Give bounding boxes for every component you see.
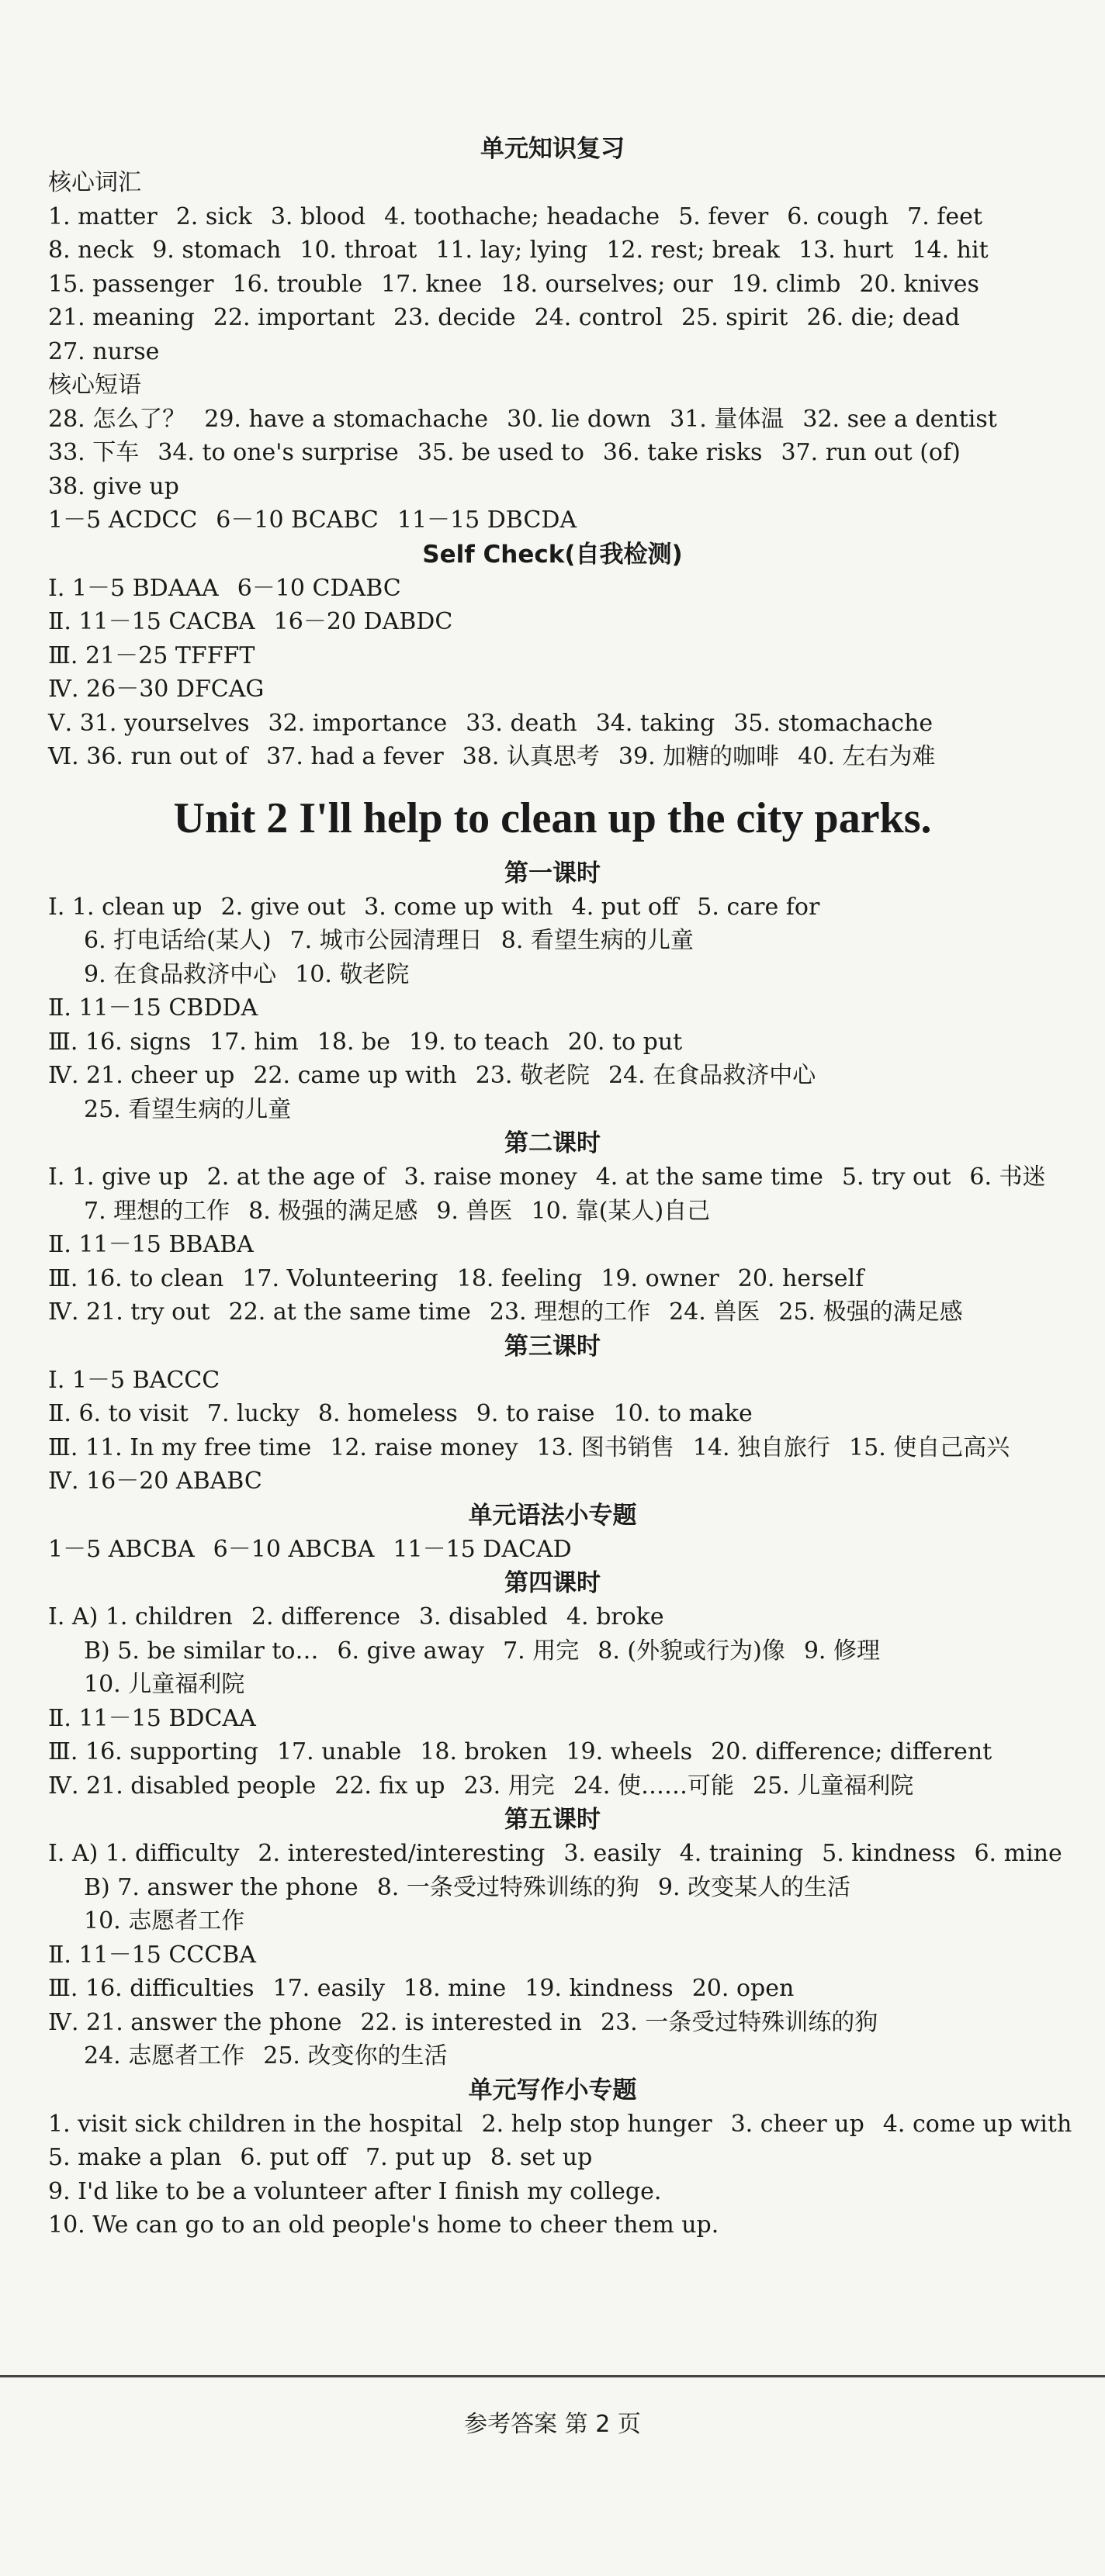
answer-item: 18. mine [403, 1975, 507, 2002]
unit1-review-title: 单元知识复习 [480, 135, 625, 163]
answer-item: 21. meaning [48, 304, 195, 331]
answer-item: Ⅲ. 16. signs [48, 1028, 192, 1056]
answer-line [0, 1769, 1105, 1803]
answer-item: 3. raise money [404, 1164, 577, 1191]
answer-item: 12. rest; break [606, 237, 781, 264]
answer-item: 32. importance [268, 709, 448, 737]
answer-item: 7. 用完 [503, 1637, 580, 1665]
vocab-answers [0, 200, 1105, 369]
answer-item: Ⅳ. 21. cheer up [48, 1062, 235, 1089]
answer-item: 6. 书迷 [969, 1164, 1046, 1191]
answer-line [0, 890, 1105, 925]
answer-item: 35. be used to [417, 439, 584, 466]
answer-line [0, 1464, 1105, 1499]
answer-item: 25. 看望生病的儿童 [84, 1095, 292, 1123]
answer-item: 37. run out (of) [781, 439, 961, 466]
answer-item: Ⅳ. 21. answer the phone [48, 2008, 342, 2036]
answer-line [0, 503, 1105, 538]
answer-item: 18. ourselves; our [501, 270, 713, 298]
answer-item: 25. 极强的满足感 [778, 1298, 963, 1326]
answer-item: 7. 理想的工作 [84, 1197, 230, 1225]
answer-item: 2. difference [251, 1603, 400, 1630]
answer-item: 2. give out [220, 893, 346, 921]
phrase-heading: 核心短语 [48, 372, 141, 399]
answer-item: 10. We can go to an old people's home to cheer them up. [48, 2211, 719, 2239]
answer-item: 9. stomach [152, 237, 282, 264]
answer-item: 3. easily [563, 1840, 661, 1867]
answer-item: 9. 修理 [803, 1637, 880, 1665]
answer-item: 8. set up [490, 2144, 593, 2171]
answer-item: 20. herself [737, 1264, 864, 1292]
answer-item: Ⅰ. 1－5 BACCC [48, 1366, 220, 1394]
answer-item: Ⅲ. 16. supporting [48, 1738, 258, 1765]
answer-line [0, 1904, 1105, 1938]
answer-item: 6. give away [337, 1637, 485, 1665]
answer-line [0, 1702, 1105, 1736]
answer-item: Ⅰ. A) 1. difficulty [48, 1840, 240, 1867]
answer-line [0, 2175, 1105, 2209]
answer-item: 4. toothache; headache [384, 202, 660, 230]
answer-item: Ⅴ. 31. yourselves [48, 709, 250, 737]
answer-item: 6－10 BCABC [216, 507, 379, 534]
answer-item: 3. cheer up [730, 2110, 864, 2138]
answer-item: 40. 左右为难 [798, 743, 936, 770]
answer-line [0, 1533, 1105, 1567]
answer-item: 7. feet [907, 202, 982, 230]
answer-item: 5. try out [841, 1164, 951, 1191]
answer-item: 34. taking [595, 709, 715, 737]
answer-line [0, 1600, 1105, 1634]
answer-item: 34. to one's surprise [158, 439, 399, 466]
answer-line [0, 1093, 1105, 1127]
answer-line [0, 958, 1105, 992]
answer-line [0, 1837, 1105, 1871]
answer-item: 19. owner [601, 1264, 719, 1292]
answer-item: 24. 在食品救济中心 [608, 1062, 816, 1089]
self-check-title: Self Check(自我检测) [422, 540, 683, 569]
answer-item: 12. raise money [330, 1433, 518, 1461]
answer-item: 10. 儿童福利院 [84, 1671, 245, 1698]
answer-item: 3. blood [270, 202, 366, 230]
answer-item: Ⅱ. 6. to visit [48, 1400, 189, 1427]
answer-line [0, 200, 1105, 234]
answer-item: 1－5 ACDCC [48, 507, 198, 534]
answer-line [0, 639, 1105, 673]
answer-item: 17. unable [276, 1738, 402, 1765]
answer-item: Ⅳ. 21. disabled people [48, 1772, 317, 1800]
answer-item: 19. wheels [566, 1738, 693, 1765]
answer-line [0, 1972, 1105, 2006]
answer-item: B) 7. answer the phone [84, 1873, 359, 1901]
unit2-title: Unit 2 I'll help to clean up the city parks. [173, 794, 932, 842]
page-footer: 参考答案 第 2 页 [464, 2411, 641, 2438]
answer-item: 11. lay; lying [435, 237, 588, 264]
answer-item: Ⅱ. 11－15 BDCAA [48, 1704, 256, 1732]
answer-item: 24. 志愿者工作 [84, 2042, 245, 2069]
answer-item: 20. open [691, 1975, 795, 2002]
answer-line [0, 233, 1105, 268]
answer-item: 1. matter [48, 202, 158, 230]
answer-item: 6－10 CDABC [237, 574, 401, 602]
answer-item: 20. to put [567, 1028, 683, 1056]
answer-item: 23. 理想的工作 [489, 1298, 651, 1326]
answer-item: 18. feeling [456, 1264, 583, 1292]
answer-item: Ⅳ. 26－30 DFCAG [48, 676, 265, 703]
answer-line [0, 2006, 1105, 2040]
answer-line [0, 2141, 1105, 2175]
answer-line [0, 470, 1105, 504]
answer-line [0, 1431, 1105, 1465]
answer-item: 6. mine [974, 1840, 1062, 1867]
section-title: 第三课时 [504, 1332, 601, 1361]
answer-line [0, 1059, 1105, 1093]
answer-item: 35. stomachache [733, 709, 934, 737]
section-title: 第五课时 [504, 1806, 601, 1834]
answer-item: 6－10 ABCBA [213, 1535, 375, 1563]
answer-item: 9. 在食品救济中心 [84, 960, 277, 988]
answer-item: 17. easily [272, 1975, 385, 2002]
answer-line [0, 403, 1105, 437]
answer-item: 2. sick [175, 202, 252, 230]
answer-item: 38. 认真思考 [462, 743, 600, 770]
answer-item: Ⅰ. 1. clean up [48, 893, 203, 921]
answer-item: 4. training [679, 1840, 804, 1867]
answer-line [0, 740, 1105, 774]
answer-item: 16. trouble [232, 270, 363, 298]
answer-item: 10. 靠(某人)自己 [531, 1197, 711, 1225]
answer-item: 22. is interested in [360, 2008, 582, 2036]
answer-line [0, 572, 1105, 606]
unit2-sections [0, 856, 1105, 2242]
answer-line [0, 707, 1105, 741]
answer-item: 9. 改变某人的生活 [657, 1873, 851, 1901]
answer-item: 25. 儿童福利院 [752, 1772, 914, 1800]
answer-item: 14. 独自旅行 [692, 1433, 831, 1461]
answer-item: Ⅲ. 21－25 TFFFT [48, 641, 255, 669]
answer-item: 23. decide [393, 304, 516, 331]
answer-line [0, 335, 1105, 369]
answer-item: 3. disabled [418, 1603, 548, 1630]
section-title: 第二课时 [504, 1129, 601, 1157]
answer-item: 22. at the same time [228, 1298, 471, 1326]
answer-item: 13. 图书销售 [536, 1433, 674, 1461]
answer-item: 29. have a stomachache [204, 405, 489, 433]
answer-item: 5. fever [678, 202, 769, 230]
answer-item: 8. 看望生病的儿童 [501, 927, 694, 954]
answer-item: Ⅳ. 16－20 ABABC [48, 1468, 262, 1495]
answer-item: Ⅰ. A) 1. children [48, 1603, 233, 1630]
answer-line [0, 2107, 1105, 2142]
answer-item: 31. 量体温 [670, 405, 785, 433]
answer-item: 24. 兽医 [669, 1298, 760, 1326]
answer-item: 19. climb [731, 270, 841, 298]
answer-line [0, 1025, 1105, 1060]
answer-item: 17. Volunteering [242, 1264, 438, 1292]
section-title: 第四课时 [504, 1569, 601, 1597]
answer-item: 13. hurt [798, 237, 894, 264]
answer-line [0, 673, 1105, 707]
answer-item: 22. came up with [253, 1062, 457, 1089]
answer-line [0, 268, 1105, 302]
section-title: 单元语法小专题 [468, 1501, 637, 1530]
answer-line [0, 1160, 1105, 1195]
answer-item: 9. 兽医 [436, 1197, 513, 1225]
footer-divider [0, 2375, 1105, 2377]
answer-line [0, 436, 1105, 470]
answer-item: 14. hit [912, 237, 989, 264]
answer-item: Ⅱ. 11－15 CBDDA [48, 994, 258, 1022]
answer-line [0, 1195, 1105, 1229]
answer-line [0, 991, 1105, 1025]
answer-line [0, 2208, 1105, 2242]
answer-item: 27. nurse [48, 337, 160, 365]
answer-item: 25. spirit [681, 304, 788, 331]
answer-item: 30. lie down [507, 405, 652, 433]
answer-item: 4. broke [566, 1603, 664, 1630]
answer-item: Ⅰ. 1. give up [48, 1164, 189, 1191]
answer-item: 1. visit sick children in the hospital [48, 2110, 463, 2138]
section-title: 单元写作小专题 [468, 2076, 637, 2104]
answer-line [0, 1634, 1105, 1668]
answer-line [0, 2039, 1105, 2073]
answer-item: 8. homeless [317, 1400, 458, 1427]
answer-item: Ⅵ. 36. run out of [48, 743, 248, 770]
answer-item: 32. see a dentist [802, 405, 997, 433]
answer-item: 38. give up [48, 472, 179, 500]
answer-item: 8. 极强的满足感 [248, 1197, 418, 1225]
answer-item: 19. kindness [525, 1975, 674, 2002]
answer-item: 2. help stop hunger [481, 2110, 712, 2138]
answer-item: 10. to make [613, 1400, 753, 1427]
answer-item: 9. I'd like to be a volunteer after I finish my college. [48, 2177, 662, 2205]
answer-item: 25. 改变你的生活 [263, 2042, 448, 2069]
answer-item: 5. kindness [822, 1840, 956, 1867]
answer-item: 23. 一条受过特殊训练的狗 [601, 2008, 878, 2036]
answer-item: 37. had a fever [266, 743, 444, 770]
answer-item: 5. make a plan [48, 2144, 222, 2171]
page-content [0, 124, 1105, 2242]
answer-item: 17. knee [381, 270, 483, 298]
answer-item: 1－5 ABCBA [48, 1535, 195, 1563]
answer-item: 18. be [317, 1028, 390, 1056]
answer-item: 28. 怎么了？ [48, 405, 186, 433]
answer-item: 33. 下车 [48, 439, 140, 466]
answer-item: 4. put off [571, 893, 679, 921]
answer-item: 39. 加糖的咖啡 [618, 743, 780, 770]
answer-item: 24. 使……可能 [573, 1772, 734, 1800]
answer-item: Ⅱ. 11－15 CCCBA [48, 1941, 256, 1969]
answer-item: 7. lucky [206, 1400, 300, 1427]
vocab-heading: 核心词汇 [48, 169, 141, 196]
answer-line [0, 1938, 1105, 1973]
answer-item: 17. him [210, 1028, 299, 1056]
section-title: 第一课时 [504, 859, 601, 887]
answer-item: 11－15 DBCDA [397, 507, 577, 534]
self-check-answers [0, 572, 1105, 774]
answer-line [0, 301, 1105, 335]
answer-item: 23. 用完 [463, 1772, 555, 1800]
answer-item: 10. 志愿者工作 [84, 1907, 245, 1935]
answer-line [0, 605, 1105, 639]
answer-line [0, 1668, 1105, 1702]
answer-item: 26. die; dead [806, 304, 960, 331]
answer-item: 23. 敬老院 [475, 1062, 590, 1089]
answer-line [0, 1871, 1105, 1905]
answer-item: 24. control [534, 304, 663, 331]
answer-item: 15. 使自己高兴 [849, 1433, 1010, 1461]
answer-item: 2. interested/interesting [258, 1840, 546, 1867]
answer-item: 18. broken [420, 1738, 548, 1765]
answer-item: 6. cough [787, 202, 889, 230]
answer-item: 20. knives [859, 270, 979, 298]
answer-item: Ⅰ. 1－5 BDAAA [48, 574, 219, 602]
answer-line [0, 1364, 1105, 1398]
answer-line [0, 1262, 1105, 1296]
answer-item: 7. put up [365, 2144, 472, 2171]
answer-item: Ⅳ. 21. try out [48, 1298, 210, 1326]
answer-item: 3. come up with [364, 893, 553, 921]
answer-item: 8. neck [48, 237, 134, 264]
answer-item: 10. throat [300, 237, 417, 264]
answer-item: Ⅱ. 11－15 CACBA [48, 608, 255, 635]
phrase-answers [0, 403, 1105, 538]
answer-item: 20. difference; different [711, 1738, 992, 1765]
answer-item: B) 5. be similar to… [84, 1637, 319, 1665]
answer-line [0, 924, 1105, 958]
answer-item: 8. 一条受过特殊训练的狗 [376, 1873, 639, 1901]
answer-item: 22. important [213, 304, 375, 331]
answer-line [0, 1397, 1105, 1431]
answer-line [0, 1295, 1105, 1329]
answer-item: Ⅲ. 11. In my free time [48, 1433, 312, 1461]
answer-item: 4. come up with [882, 2110, 1072, 2138]
answer-item: Ⅲ. 16. difficulties [48, 1975, 255, 2002]
answer-item: 19. to teach [409, 1028, 549, 1056]
answer-item: 6. put off [240, 2144, 348, 2171]
answer-item: Ⅲ. 16. to clean [48, 1264, 224, 1292]
answer-item: Ⅱ. 11－15 BBABA [48, 1231, 254, 1258]
answer-item: 4. at the same time [595, 1164, 823, 1191]
answer-item: 5. care for [697, 893, 820, 921]
answer-line [0, 1735, 1105, 1769]
answer-item: 16－20 DABDC [273, 608, 453, 635]
answer-item: 7. 城市公园清理日 [289, 927, 483, 954]
answer-item: 9. to raise [476, 1400, 595, 1427]
answer-item: 22. fix up [334, 1772, 445, 1800]
answer-item: 33. death [466, 709, 577, 737]
answer-item: 8. (外貌或行为)像 [598, 1637, 785, 1665]
answer-item: 10. 敬老院 [295, 960, 410, 988]
answer-item: 36. take risks [602, 439, 763, 466]
answer-item: 15. passenger [48, 270, 214, 298]
answer-item: 2. at the age of [206, 1164, 386, 1191]
answer-line [0, 1228, 1105, 1262]
answer-item: 6. 打电话给(某人) [84, 927, 272, 954]
answer-item: 11－15 DACAD [393, 1535, 572, 1563]
